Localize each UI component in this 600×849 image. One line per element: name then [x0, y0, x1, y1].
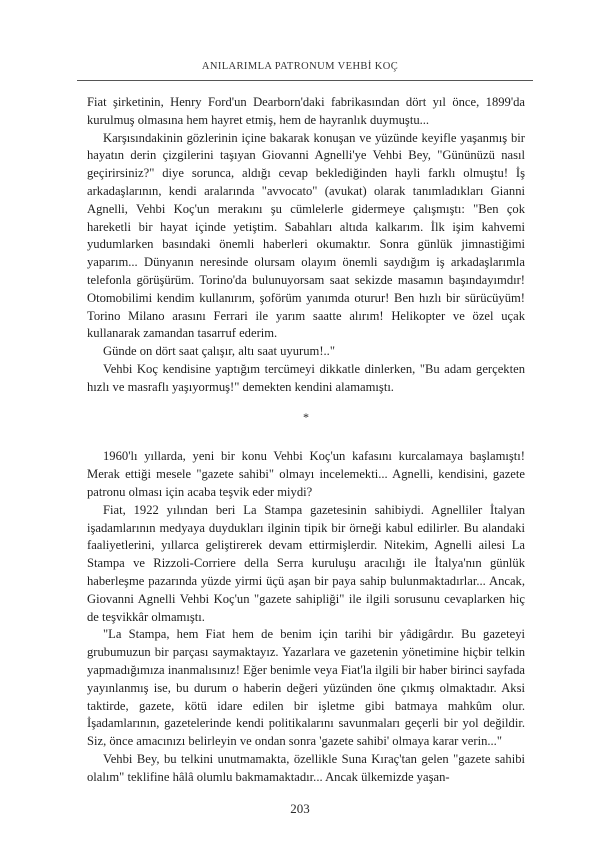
paragraph: Karşısındakinin gözlerinin içine bakarak konuşan ve yüzünde keyifle yaşanmış bir hayatın derin çizgilerini taşıyan Giovanni Agnelli'ye Vehbi Bey, "Gününüzü nasıl geçirirsiniz?" diye sorunca, aldığı cevap beklediğinden hayli farklı olmuştu! İş arkadaşlarının, kendi aralarında "avvocato" (avukat) olarak tanımladıkları Gianni Agnelli, Vehbi Koç'un merakını şu cümlelerle gidermeye çalışmıştı: "Ben çok hareketli bir hayat içinde yetiştim. Sabahları altıda kalkarım. İlk işim kahvemi yudumlarken basındaki önemli haberleri okumaktır. Sonra günlük jimnastiğimi yaparım... Dünyanın neresinde olursam olayım önemli saydığım iş arkadaşlarımla telefonla görüşürüm. Torino'da bulunuyorsam saat sekizde masamın başındayımdır! Otomobilimi kendim kullanırım, şoförüm yanımda oturur! Ben hızlı bir sürücüyüm! Torino Milano arasını Ferrari ile yarım saatte alırım! Helikopter ve özel uçak kullanarak zamandan tasarruf ederim.	[87, 130, 525, 341]
paragraph: Fiat şirketinin, Henry Ford'un Dearborn'daki fabrikasından dört yıl önce, 1899'da kurulmuş olmasına hem hayret etmiş, hem de hayranlık duymuştu...	[87, 95, 525, 127]
paragraph: Vehbi Bey, bu telkini unutmamakta, özellikle Suna Kıraç'tan gelen "gazete sahibi olalım" teklifine hâlâ olumlu bakmamaktadır... Ancak ülkemizde yaşan-	[87, 751, 525, 784]
paragraph: Vehbi Koç kendisine yaptığım tercümeyi dikkatle dinlerken, "Bu adam gerçekten hızlı ve masraflı yaşıyormuş!" demekten kendini alamamıştı.	[87, 361, 525, 394]
paragraph: 1960'lı yıllarda, yeni bir konu Vehbi Koç'un kafasını kurcalamaya başlamıştı! Merak ettiği mesele "gazete sahibi" olmayı incelemekti... Agnelli, kendisini, gazete patronu olması için acaba teşvik eder miydi?	[87, 449, 525, 499]
paragraph: Günde on dört saat çalışır, altı saat uyurum!.."	[103, 344, 335, 359]
header-rule	[77, 80, 533, 81]
running-head: ANILARIMLA PATRONUM VEHBİ KOÇ	[201, 61, 399, 72]
paragraph: "La Stampa, hem Fiat hem de benim için tarihi bir yâdigârdır. Bu gazeteyi grubumuzun bir parçası saymaktayız. Yazarlara ve gazetenin yönetimine hiçbir telkin yapmadığımıza inanmalısınız! Eğer benimle veya Fiat'la ilgili bir haber birinci sayfada yayınlanmış ise, bu durum o haberin değeri yüzünden öne çıkmış olmaktadır. Aksi taktirde, gazete, kötü idare edilen bir işletme gibi batmaya mahkûm olur. İşadamlarının, gazetelerinde kendi politikalarını savunmaları geçerli bir yol değildir. Siz, önce amacınızı belirleyin ve ondan sonra 'gazete sahibi' olmaya karar verin..."	[87, 627, 525, 749]
section-separator: *	[303, 409, 309, 424]
body-text	[87, 94, 525, 786]
page-number: 203	[290, 801, 310, 816]
paragraph: Fiat, 1922 yılından beri La Stampa gazetesinin sahibiydi. Agnelliler İtalyan işadamlarının medyaya duydukları ilginin tipik bir örneği kabul edilirler. Bu alandaki faaliyetlerini, yıllarca geliştirerek devam ettirmişlerdir. Nitekim, Agnelli ailesi La Stampa ve Rizzoli-Corriere della Serra kuruluşu aracılığı ile İtalya'nın günlük haberleşme pazarında yüzde yirmi üçü aşan bir paya sahip bulunmaktadırlar... Ancak, Giovanni Agnelli Vehbi Koç'un "gazete sahipliği" ile ilgili sorusunu cevaplarken hiç de teşvikkâr olmamıştı.	[87, 502, 525, 624]
